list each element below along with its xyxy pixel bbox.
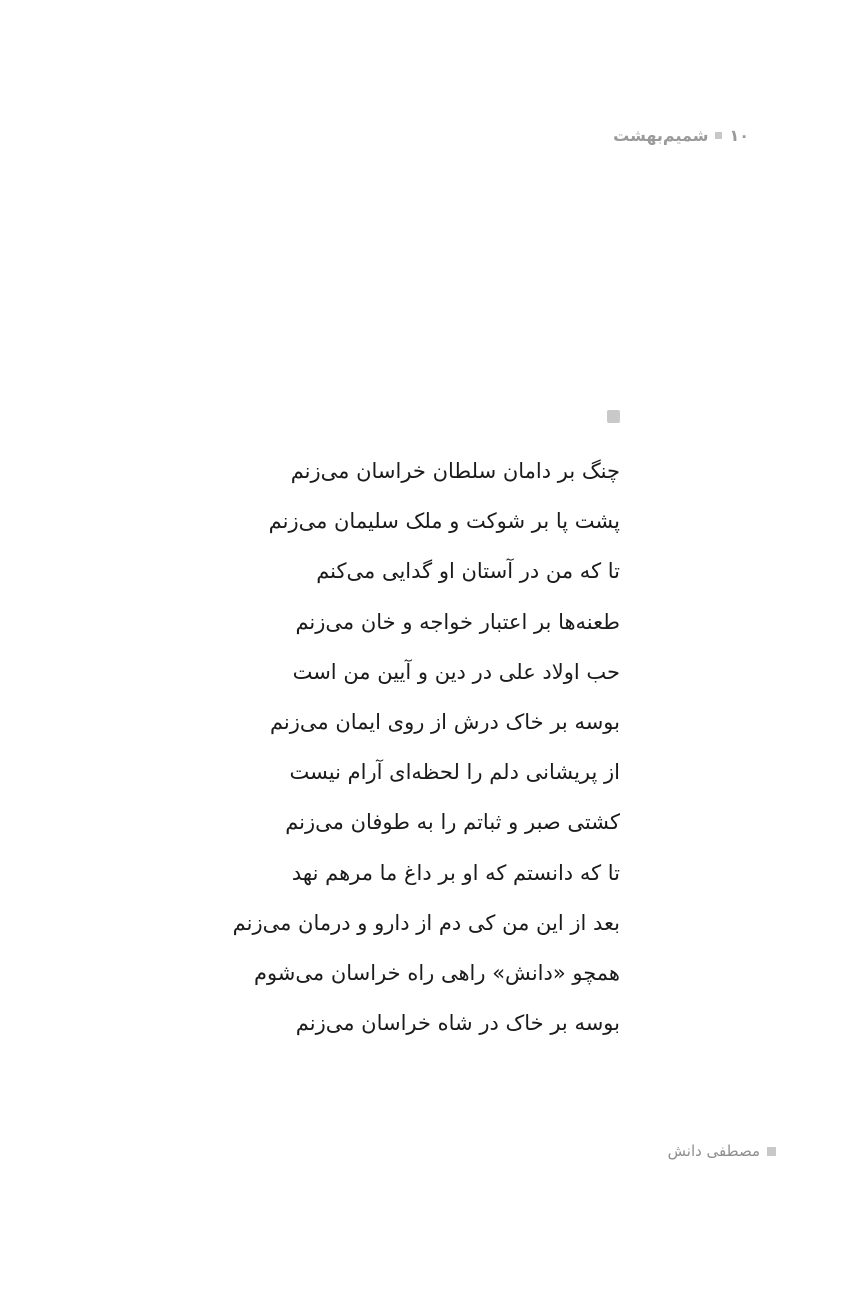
poem: [180, 446, 620, 1048]
poem-line: پشت پا بر شوکت و ملک سلیمان می‌زنم: [268, 509, 620, 534]
header-separator-square: [715, 132, 722, 139]
poem-line: تا که من در آستان او گدایی می‌کنم: [316, 559, 620, 584]
book-title: شمیم‌بهشت: [613, 126, 709, 145]
running-header: [613, 126, 749, 145]
poem-line: طعنه‌ها بر اعتبار خواجه و خان می‌زنم: [295, 609, 620, 634]
poem-ornament-square: [607, 410, 620, 423]
poem-line: حب اولاد علی در دین و آیین من است: [292, 659, 620, 684]
poem-line: بعد از این من کی دم از دارو و درمان می‌زنم: [232, 910, 620, 935]
poem-line: تا که دانستم که او بر داغ ما مرهم نهد: [291, 860, 620, 885]
poem-line: کشتی صبر و ثباتم را به طوفان می‌زنم: [285, 810, 620, 835]
page-number: ۱۰: [729, 126, 749, 145]
poem-line: بوسه بر خاک درش از روی ایمان می‌زنم: [269, 709, 620, 734]
poet-name: مصطفی دانش: [667, 1142, 760, 1160]
poet-marker-square: [767, 1147, 776, 1156]
poem-line: از پریشانی دلم را لحظه‌ای آرام نیست: [289, 760, 620, 785]
poem-line: بوسه بر خاک در شاه خراسان می‌زنم: [295, 1011, 620, 1036]
poem-line: همچو «دانش» راهی راه خراسان می‌شوم: [253, 960, 620, 985]
poem-line: چنگ بر دامان سلطان خراسان می‌زنم: [290, 459, 620, 483]
poet-signature: [668, 1142, 776, 1160]
